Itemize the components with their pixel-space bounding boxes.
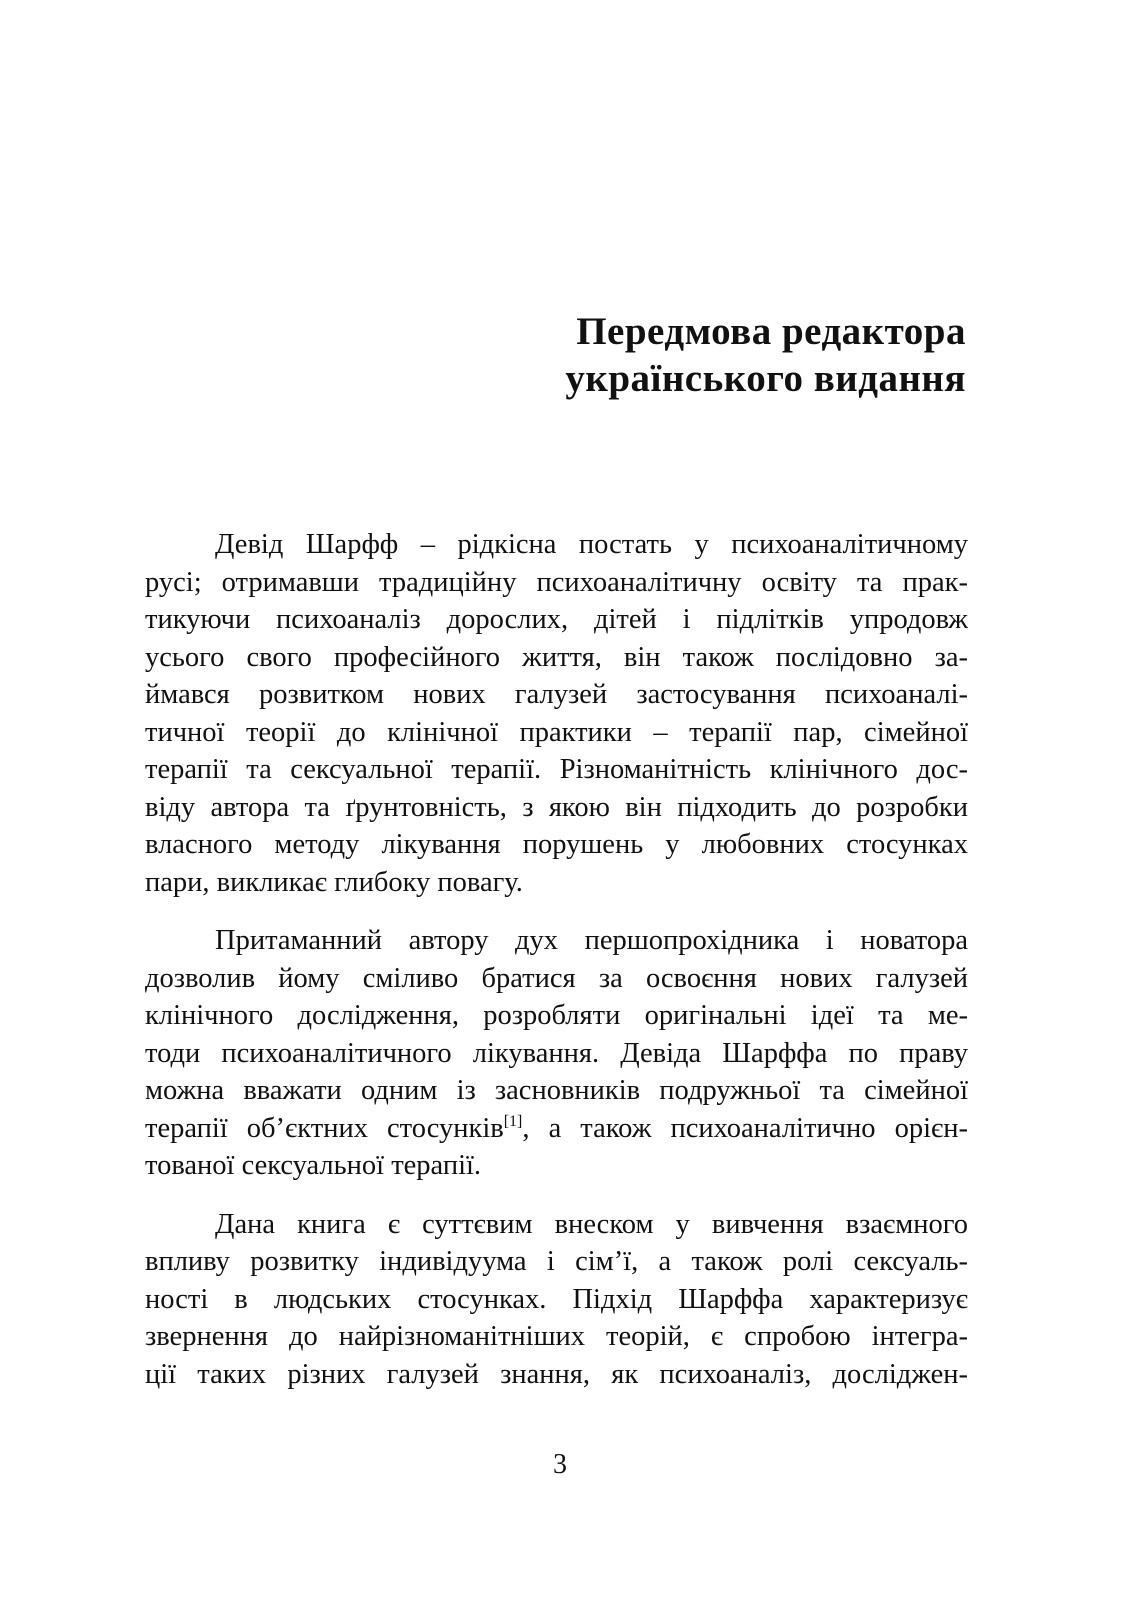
text-line: віду автора та ґрунтовність, з якою він підходить до розробки (145, 791, 968, 823)
page-number: 3 (553, 1449, 567, 1480)
text-line: ності в людських стосунках. Підхід Шарффа характеризує (145, 1283, 968, 1315)
body-text (145, 526, 968, 1414)
text-line: Дана книга є суттєвим внеском у вивчення взаємного (215, 1208, 968, 1240)
chapter-title (565, 308, 966, 402)
text-segment: , а також психоаналітично орієн- (522, 1112, 968, 1144)
text-line: впливу розвитку індивідуума і сім’ї, а також ролі сексуаль- (145, 1246, 968, 1277)
paragraph (145, 922, 968, 1185)
footnote-reference[interactable]: [1] (503, 1112, 523, 1130)
text-line: можна вважати одним із засновників подружньої та сімейної (145, 1075, 968, 1106)
text-line: дозволив йому сміливо братися за освоєння нових галузей (145, 962, 968, 994)
text-line: Девід Шарфф – рідкісна постать у психоаналітичному (215, 529, 968, 560)
chapter-title-line: українського видання (565, 357, 966, 400)
text-line: тичної теорії до клінічної практики – терапії пар, сімейної (145, 716, 968, 748)
paragraph (145, 1206, 968, 1394)
text-line: терапії та сексуальної терапії. Різноманітність клінічного дос- (145, 754, 968, 785)
chapter-title-line: Передмова редактора (576, 310, 966, 353)
text-line: звернення до найрізноманітніших теорій, є спробою інтегра- (145, 1321, 968, 1352)
text-segment: терапії об’єктних стосунків (145, 1112, 504, 1144)
paragraph (145, 526, 968, 901)
text-line: тикуючи психоаналіз дорослих, дітей і підлітків упродовж (145, 604, 968, 635)
text-line: тоди психоаналітичного лікування. Девіда Шарффа по праву (145, 1037, 968, 1069)
text-line: ції таких різних галузей знання, як психоаналіз, досліджен- (145, 1358, 968, 1390)
text-line: русі; отримавши традиційну психоаналітичну освіту та прак- (145, 566, 968, 598)
text-line: клінічного дослідження, розробляти оригінальні ідеї та ме- (145, 1000, 968, 1031)
text-line: Притаманний автору дух першопрохідника і новатора (215, 925, 968, 956)
text-line: усього свого професійного життя, він також послідовно за- (145, 641, 968, 673)
text-line: ймався розвитком нових галузей застосування психоаналі- (145, 679, 968, 710)
text-line: власного методу лікування порушень у любовних стосунках (145, 829, 968, 860)
text-line (145, 1110, 968, 1148)
text-line: пари, викликає глибоку повагу. (145, 866, 523, 898)
text-line: тованої сексуальної терапії. (145, 1150, 482, 1181)
